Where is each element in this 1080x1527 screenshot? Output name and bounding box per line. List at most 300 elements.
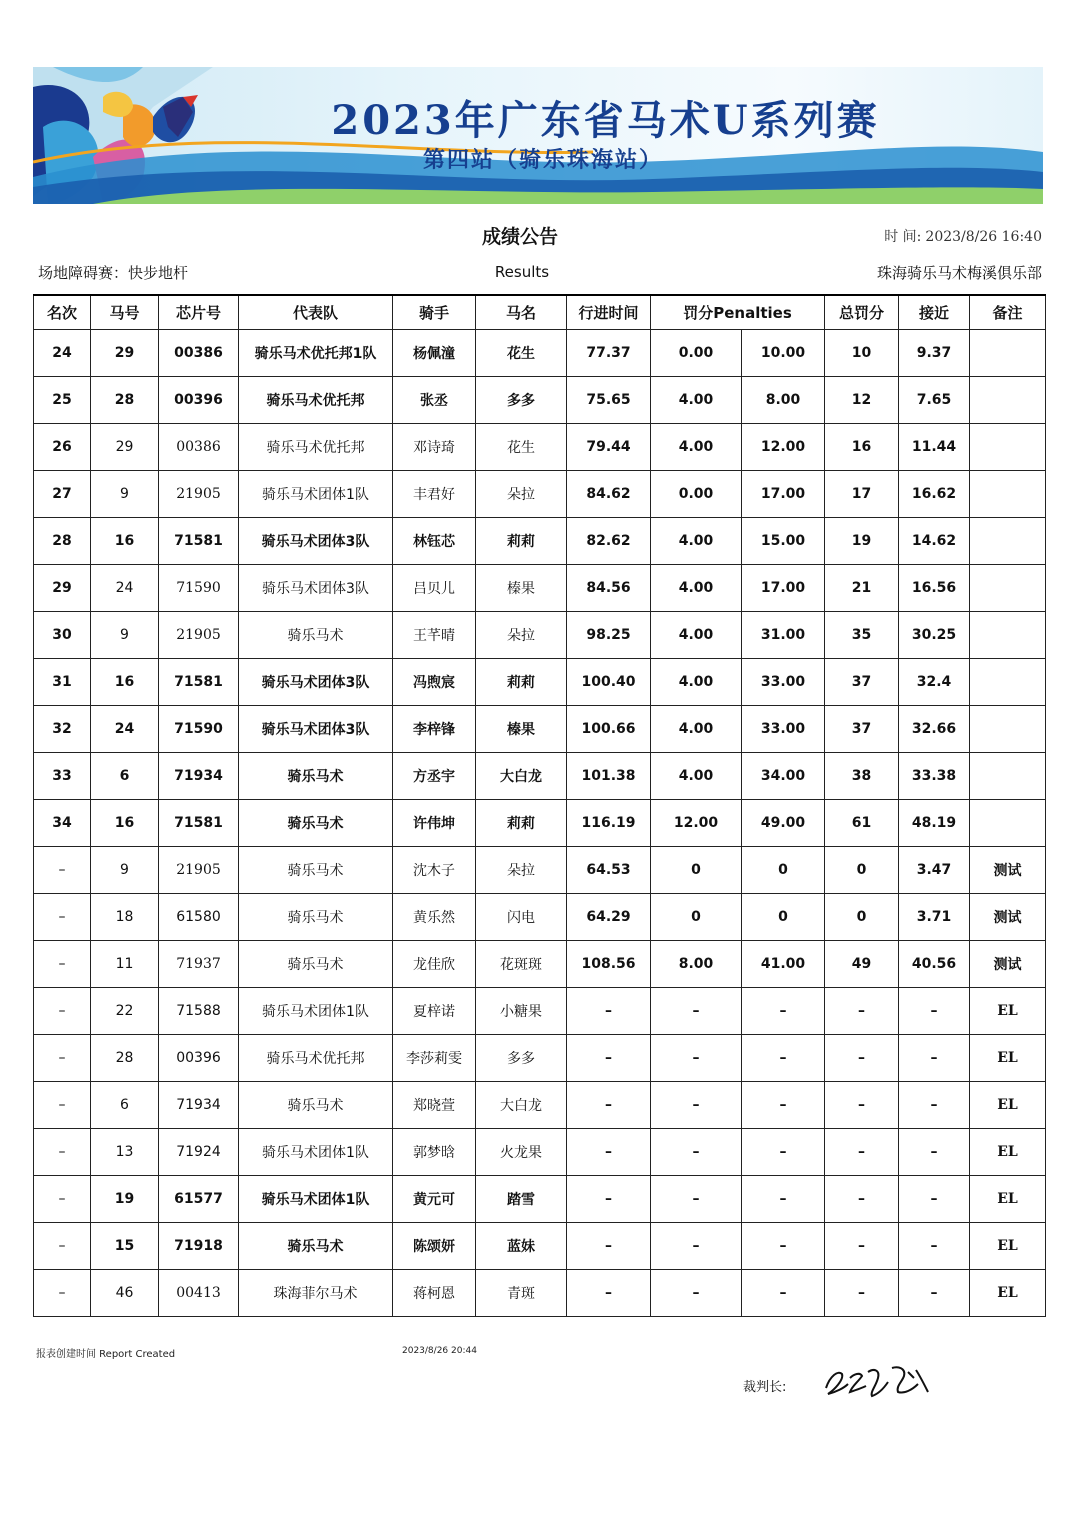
cell-time: 84.62: [567, 471, 651, 518]
table-row: [34, 1223, 1046, 1270]
cell-team: 骑乐马术: [239, 847, 393, 894]
cell-penalty-b: 10.00: [742, 330, 825, 377]
cell-total-penalties: –: [825, 1176, 899, 1223]
cell-total-penalties: 37: [825, 659, 899, 706]
cell-time: 108.56: [567, 941, 651, 988]
cell-chip: 71581: [159, 659, 239, 706]
cell-penalty-b: 0: [742, 894, 825, 941]
cell-remarks: EL: [970, 1176, 1046, 1223]
cell-team: 珠海菲尔马术: [239, 1270, 393, 1317]
cell-time: 98.25: [567, 612, 651, 659]
cell-closeness: 40.56: [899, 941, 970, 988]
cell-time: –: [567, 1082, 651, 1129]
cell-rider: 方丞宇: [393, 753, 476, 800]
chief-judge-label: 裁判长:: [743, 1380, 787, 1395]
cell-team: 骑乐马术优托邦1队: [239, 330, 393, 377]
cell-penalty-a: 4.00: [651, 659, 742, 706]
cell-penalty-a: –: [651, 1223, 742, 1270]
cell-horse-number: 28: [91, 377, 159, 424]
cell-closeness: –: [899, 1176, 970, 1223]
cell-closeness: –: [899, 988, 970, 1035]
cell-penalty-a: 0: [651, 847, 742, 894]
cell-horse-number: 16: [91, 800, 159, 847]
cell-time: 84.56: [567, 565, 651, 612]
table-row: [34, 1082, 1046, 1129]
cell-horse-number: 24: [91, 565, 159, 612]
table-row: [34, 518, 1046, 565]
cell-horse-name: 榛果: [476, 706, 567, 753]
cell-remarks: [970, 330, 1046, 377]
cell-horse-number: 9: [91, 471, 159, 518]
cell-horse-number: 18: [91, 894, 159, 941]
cell-time: 101.38: [567, 753, 651, 800]
cell-rank: 29: [34, 565, 91, 612]
cell-remarks: [970, 659, 1046, 706]
cell-total-penalties: –: [825, 1223, 899, 1270]
cell-rider: 邓诗琦: [393, 424, 476, 471]
cell-chip: 71918: [159, 1223, 239, 1270]
cell-closeness: 16.62: [899, 471, 970, 518]
cell-chip: 71581: [159, 800, 239, 847]
table-row: [34, 1129, 1046, 1176]
cell-horse-name: 蓝妹: [476, 1223, 567, 1270]
col-team: 代表队: [239, 295, 393, 330]
cell-time: 79.44: [567, 424, 651, 471]
table-row: [34, 612, 1046, 659]
cell-rank: 30: [34, 612, 91, 659]
cell-closeness: 48.19: [899, 800, 970, 847]
cell-rider: 冯煦宸: [393, 659, 476, 706]
col-horse-number: 马号: [91, 295, 159, 330]
cell-time: 75.65: [567, 377, 651, 424]
cell-horse-number: 9: [91, 612, 159, 659]
cell-penalty-b: –: [742, 1270, 825, 1317]
cell-rider: 李莎莉雯: [393, 1035, 476, 1082]
cell-penalty-b: 31.00: [742, 612, 825, 659]
cell-horse-name: 青斑: [476, 1270, 567, 1317]
cell-team: 骑乐马术优托邦: [239, 424, 393, 471]
cell-rider: 郑晓萱: [393, 1082, 476, 1129]
cell-chip: 61580: [159, 894, 239, 941]
cell-time: –: [567, 1129, 651, 1176]
col-remarks: 备注: [970, 295, 1046, 330]
cell-rank: –: [34, 1176, 91, 1223]
table-row: [34, 471, 1046, 518]
judge-signature: [820, 1358, 935, 1403]
cell-chip: 71934: [159, 1082, 239, 1129]
cell-horse-number: 28: [91, 1035, 159, 1082]
cell-total-penalties: 0: [825, 894, 899, 941]
cell-rank: 34: [34, 800, 91, 847]
cell-rank: 31: [34, 659, 91, 706]
cell-remarks: [970, 753, 1046, 800]
cell-remarks: EL: [970, 1223, 1046, 1270]
cell-rank: 28: [34, 518, 91, 565]
report-created-value: 2023/8/26 20:44: [402, 1346, 477, 1356]
col-time: 行进时间: [567, 295, 651, 330]
cell-remarks: [970, 518, 1046, 565]
cell-remarks: [970, 471, 1046, 518]
cell-penalty-a: –: [651, 1035, 742, 1082]
cell-horse-number: 29: [91, 424, 159, 471]
cell-team: 骑乐马术优托邦: [239, 377, 393, 424]
table-row: [34, 565, 1046, 612]
cell-remarks: [970, 706, 1046, 753]
cell-rank: –: [34, 847, 91, 894]
cell-time: –: [567, 1270, 651, 1317]
cell-total-penalties: 38: [825, 753, 899, 800]
cell-remarks: [970, 612, 1046, 659]
cell-chip: 00413: [159, 1270, 239, 1317]
cell-team: 骑乐马术: [239, 894, 393, 941]
cell-closeness: 7.65: [899, 377, 970, 424]
cell-total-penalties: –: [825, 988, 899, 1035]
cell-horse-number: 9: [91, 847, 159, 894]
cell-rank: 25: [34, 377, 91, 424]
cell-total-penalties: –: [825, 1129, 899, 1176]
cell-horse-name: 花生: [476, 330, 567, 377]
cell-penalty-a: 8.00: [651, 941, 742, 988]
cell-closeness: 3.47: [899, 847, 970, 894]
cell-chip: 71934: [159, 753, 239, 800]
cell-team: 骑乐马术团体1队: [239, 1176, 393, 1223]
cell-rider: 黄乐然: [393, 894, 476, 941]
cell-rider: 林钰芯: [393, 518, 476, 565]
cell-total-penalties: 49: [825, 941, 899, 988]
cell-horse-name: 踏雪: [476, 1176, 567, 1223]
cell-remarks: EL: [970, 1129, 1046, 1176]
cell-total-penalties: –: [825, 1270, 899, 1317]
cell-remarks: 测试: [970, 847, 1046, 894]
cell-rank: –: [34, 941, 91, 988]
event-name: 场地障碍赛：快步地杆: [38, 264, 189, 282]
cell-penalty-b: –: [742, 1082, 825, 1129]
cell-chip: 21905: [159, 471, 239, 518]
cell-penalty-b: –: [742, 1223, 825, 1270]
cell-horse-name: 莉莉: [476, 518, 567, 565]
cell-remarks: [970, 800, 1046, 847]
cell-time: 100.66: [567, 706, 651, 753]
cell-penalty-a: 4.00: [651, 753, 742, 800]
cell-rider: 吕贝儿: [393, 565, 476, 612]
cell-remarks: 测试: [970, 941, 1046, 988]
cell-closeness: –: [899, 1082, 970, 1129]
cell-closeness: 33.38: [899, 753, 970, 800]
cell-penalty-a: 4.00: [651, 518, 742, 565]
table-row: [34, 753, 1046, 800]
table-row: [34, 894, 1046, 941]
col-chip: 芯片号: [159, 295, 239, 330]
cell-chip: 71937: [159, 941, 239, 988]
cell-horse-name: 花生: [476, 424, 567, 471]
col-rank: 名次: [34, 295, 91, 330]
table-header-row: [34, 295, 1046, 330]
cell-horse-number: 6: [91, 1082, 159, 1129]
cell-team: 骑乐马术团体1队: [239, 1129, 393, 1176]
cell-chip: 71924: [159, 1129, 239, 1176]
cell-time: –: [567, 988, 651, 1035]
cell-penalty-b: 12.00: [742, 424, 825, 471]
cell-horse-name: 莉莉: [476, 659, 567, 706]
cell-total-penalties: 61: [825, 800, 899, 847]
cell-total-penalties: 17: [825, 471, 899, 518]
cell-team: 骑乐马术团体1队: [239, 988, 393, 1035]
cell-rank: 32: [34, 706, 91, 753]
time-value: 2023/8/26 16:40: [925, 229, 1042, 245]
cell-penalty-a: 4.00: [651, 565, 742, 612]
cell-penalty-a: –: [651, 988, 742, 1035]
table-row: [34, 800, 1046, 847]
cell-penalty-b: –: [742, 988, 825, 1035]
cell-penalty-a: –: [651, 1176, 742, 1223]
cell-horse-name: 花斑斑: [476, 941, 567, 988]
cell-penalty-b: 17.00: [742, 565, 825, 612]
cell-rank: 24: [34, 330, 91, 377]
cell-horse-name: 莉莉: [476, 800, 567, 847]
cell-horse-number: 24: [91, 706, 159, 753]
cell-team: 骑乐马术: [239, 941, 393, 988]
cell-team: 骑乐马术: [239, 612, 393, 659]
cell-penalty-a: 4.00: [651, 377, 742, 424]
cell-team: 骑乐马术优托邦: [239, 1035, 393, 1082]
cell-rider: 沈木子: [393, 847, 476, 894]
cell-remarks: [970, 565, 1046, 612]
cell-penalty-b: 17.00: [742, 471, 825, 518]
cell-total-penalties: 35: [825, 612, 899, 659]
cell-rider: 黄元可: [393, 1176, 476, 1223]
col-total-penalties: 总罚分: [825, 295, 899, 330]
cell-penalty-b: 33.00: [742, 706, 825, 753]
cell-rider: 张丞: [393, 377, 476, 424]
results-label: Results: [494, 263, 550, 281]
cell-remarks: EL: [970, 988, 1046, 1035]
cell-total-penalties: 37: [825, 706, 899, 753]
cell-closeness: 3.71: [899, 894, 970, 941]
cell-horse-name: 大白龙: [476, 753, 567, 800]
cell-horse-number: 19: [91, 1176, 159, 1223]
cell-time: –: [567, 1035, 651, 1082]
cell-closeness: 30.25: [899, 612, 970, 659]
cell-chip: 71590: [159, 565, 239, 612]
cell-horse-number: 6: [91, 753, 159, 800]
cell-rider: 王芊晴: [393, 612, 476, 659]
cell-total-penalties: –: [825, 1035, 899, 1082]
cell-horse-name: 朵拉: [476, 471, 567, 518]
cell-team: 骑乐马术团体3队: [239, 565, 393, 612]
cell-closeness: –: [899, 1035, 970, 1082]
cell-rider: 丰君好: [393, 471, 476, 518]
cell-penalty-a: 4.00: [651, 706, 742, 753]
cell-penalty-b: –: [742, 1129, 825, 1176]
table-row: [34, 941, 1046, 988]
table-row: [34, 1270, 1046, 1317]
cell-chip: 00386: [159, 330, 239, 377]
cell-rank: –: [34, 1270, 91, 1317]
cell-total-penalties: 12: [825, 377, 899, 424]
cell-closeness: –: [899, 1223, 970, 1270]
table-row: [34, 988, 1046, 1035]
cell-horse-name: 多多: [476, 1035, 567, 1082]
cell-chip: 21905: [159, 612, 239, 659]
cell-time: 64.29: [567, 894, 651, 941]
cell-total-penalties: 0: [825, 847, 899, 894]
cell-total-penalties: 19: [825, 518, 899, 565]
cell-closeness: –: [899, 1270, 970, 1317]
cell-horse-number: 13: [91, 1129, 159, 1176]
table-row: [34, 1176, 1046, 1223]
table-row: [34, 330, 1046, 377]
document-title: 成绩公告: [481, 226, 558, 248]
col-penalties: 罚分Penalties: [651, 295, 825, 330]
cell-penalty-b: 15.00: [742, 518, 825, 565]
cell-rank: –: [34, 988, 91, 1035]
cell-team: 骑乐马术团体3队: [239, 518, 393, 565]
cell-horse-number: 46: [91, 1270, 159, 1317]
cell-rider: 陈颂妍: [393, 1223, 476, 1270]
cell-remarks: EL: [970, 1270, 1046, 1317]
cell-penalty-a: –: [651, 1270, 742, 1317]
cell-team: 骑乐马术: [239, 753, 393, 800]
cell-penalty-a: –: [651, 1082, 742, 1129]
cell-horse-number: 15: [91, 1223, 159, 1270]
cell-time: 116.19: [567, 800, 651, 847]
cell-time: 64.53: [567, 847, 651, 894]
cell-rank: 33: [34, 753, 91, 800]
banner-title: 2023年广东省马术U系列赛: [331, 97, 880, 144]
cell-rank: –: [34, 1082, 91, 1129]
cell-chip: 00386: [159, 424, 239, 471]
cell-closeness: 9.37: [899, 330, 970, 377]
cell-penalty-b: 33.00: [742, 659, 825, 706]
table-row: [34, 424, 1046, 471]
event-banner: [33, 67, 1043, 204]
cell-chip: 00396: [159, 377, 239, 424]
cell-time: –: [567, 1223, 651, 1270]
cell-horse-name: 大白龙: [476, 1082, 567, 1129]
cell-closeness: 32.66: [899, 706, 970, 753]
cell-total-penalties: 16: [825, 424, 899, 471]
cell-team: 骑乐马术: [239, 1223, 393, 1270]
cell-penalty-a: 0.00: [651, 330, 742, 377]
cell-rider: 许伟坤: [393, 800, 476, 847]
results-table: [33, 294, 1046, 1317]
cell-chip: 71581: [159, 518, 239, 565]
club-name: 珠海骑乐马术梅溪俱乐部: [876, 264, 1042, 282]
cell-closeness: 14.62: [899, 518, 970, 565]
cell-remarks: 测试: [970, 894, 1046, 941]
cell-time: 100.40: [567, 659, 651, 706]
cell-rank: –: [34, 1035, 91, 1082]
cell-penalty-b: 49.00: [742, 800, 825, 847]
cell-penalty-b: 41.00: [742, 941, 825, 988]
cell-horse-name: 榛果: [476, 565, 567, 612]
cell-team: 骑乐马术团体3队: [239, 706, 393, 753]
report-created-label: 报表创建时间 Report Created: [36, 1349, 176, 1360]
cell-penalty-a: 4.00: [651, 424, 742, 471]
cell-horse-number: 16: [91, 518, 159, 565]
table-row: [34, 659, 1046, 706]
cell-rider: 蒋柯恩: [393, 1270, 476, 1317]
cell-rank: 27: [34, 471, 91, 518]
cell-remarks: [970, 424, 1046, 471]
col-horse-name: 马名: [476, 295, 567, 330]
cell-remarks: EL: [970, 1035, 1046, 1082]
cell-total-penalties: 21: [825, 565, 899, 612]
cell-horse-name: 小糖果: [476, 988, 567, 1035]
cell-chip: 71590: [159, 706, 239, 753]
table-row: [34, 377, 1046, 424]
cell-time: –: [567, 1176, 651, 1223]
table-row: [34, 1035, 1046, 1082]
cell-penalty-a: –: [651, 1129, 742, 1176]
cell-team: 骑乐马术团体1队: [239, 471, 393, 518]
cell-rider: 龙佳欣: [393, 941, 476, 988]
cell-horse-name: 朵拉: [476, 847, 567, 894]
cell-rank: –: [34, 1223, 91, 1270]
table-row: [34, 706, 1046, 753]
timestamp: [880, 226, 1042, 246]
cell-rider: 夏梓诺: [393, 988, 476, 1035]
cell-remarks: [970, 377, 1046, 424]
cell-total-penalties: 10: [825, 330, 899, 377]
cell-penalty-b: –: [742, 1176, 825, 1223]
col-closeness: 接近: [899, 295, 970, 330]
cell-total-penalties: –: [825, 1082, 899, 1129]
cell-team: 骑乐马术: [239, 800, 393, 847]
cell-horse-number: 29: [91, 330, 159, 377]
cell-horse-name: 闪电: [476, 894, 567, 941]
banner-subtitle: 第四站（骑乐珠海站）: [422, 147, 663, 173]
cell-rider: 郭梦晗: [393, 1129, 476, 1176]
cell-rank: 26: [34, 424, 91, 471]
cell-penalty-a: 0.00: [651, 471, 742, 518]
cell-time: 82.62: [567, 518, 651, 565]
cell-penalty-b: 8.00: [742, 377, 825, 424]
cell-penalty-b: 0: [742, 847, 825, 894]
cell-chip: 71588: [159, 988, 239, 1035]
cell-chip: 00396: [159, 1035, 239, 1082]
cell-horse-name: 多多: [476, 377, 567, 424]
cell-team: 骑乐马术: [239, 1082, 393, 1129]
cell-horse-number: 16: [91, 659, 159, 706]
col-rider: 骑手: [393, 295, 476, 330]
cell-penalty-a: 4.00: [651, 612, 742, 659]
cell-horse-number: 11: [91, 941, 159, 988]
cell-penalty-b: 34.00: [742, 753, 825, 800]
cell-penalty-b: –: [742, 1035, 825, 1082]
cell-closeness: 11.44: [899, 424, 970, 471]
cell-horse-number: 22: [91, 988, 159, 1035]
cell-rank: –: [34, 894, 91, 941]
cell-remarks: EL: [970, 1082, 1046, 1129]
cell-horse-name: 火龙果: [476, 1129, 567, 1176]
cell-chip: 21905: [159, 847, 239, 894]
cell-chip: 61577: [159, 1176, 239, 1223]
time-label: 时 间:: [884, 229, 922, 245]
table-row: [34, 847, 1046, 894]
cell-rider: 李梓锋: [393, 706, 476, 753]
cell-rank: –: [34, 1129, 91, 1176]
cell-closeness: 32.4: [899, 659, 970, 706]
cell-rider: 杨佩潼: [393, 330, 476, 377]
cell-closeness: –: [899, 1129, 970, 1176]
cell-horse-name: 朵拉: [476, 612, 567, 659]
cell-penalty-a: 0: [651, 894, 742, 941]
cell-team: 骑乐马术团体3队: [239, 659, 393, 706]
cell-time: 77.37: [567, 330, 651, 377]
cell-penalty-a: 12.00: [651, 800, 742, 847]
cell-closeness: 16.56: [899, 565, 970, 612]
